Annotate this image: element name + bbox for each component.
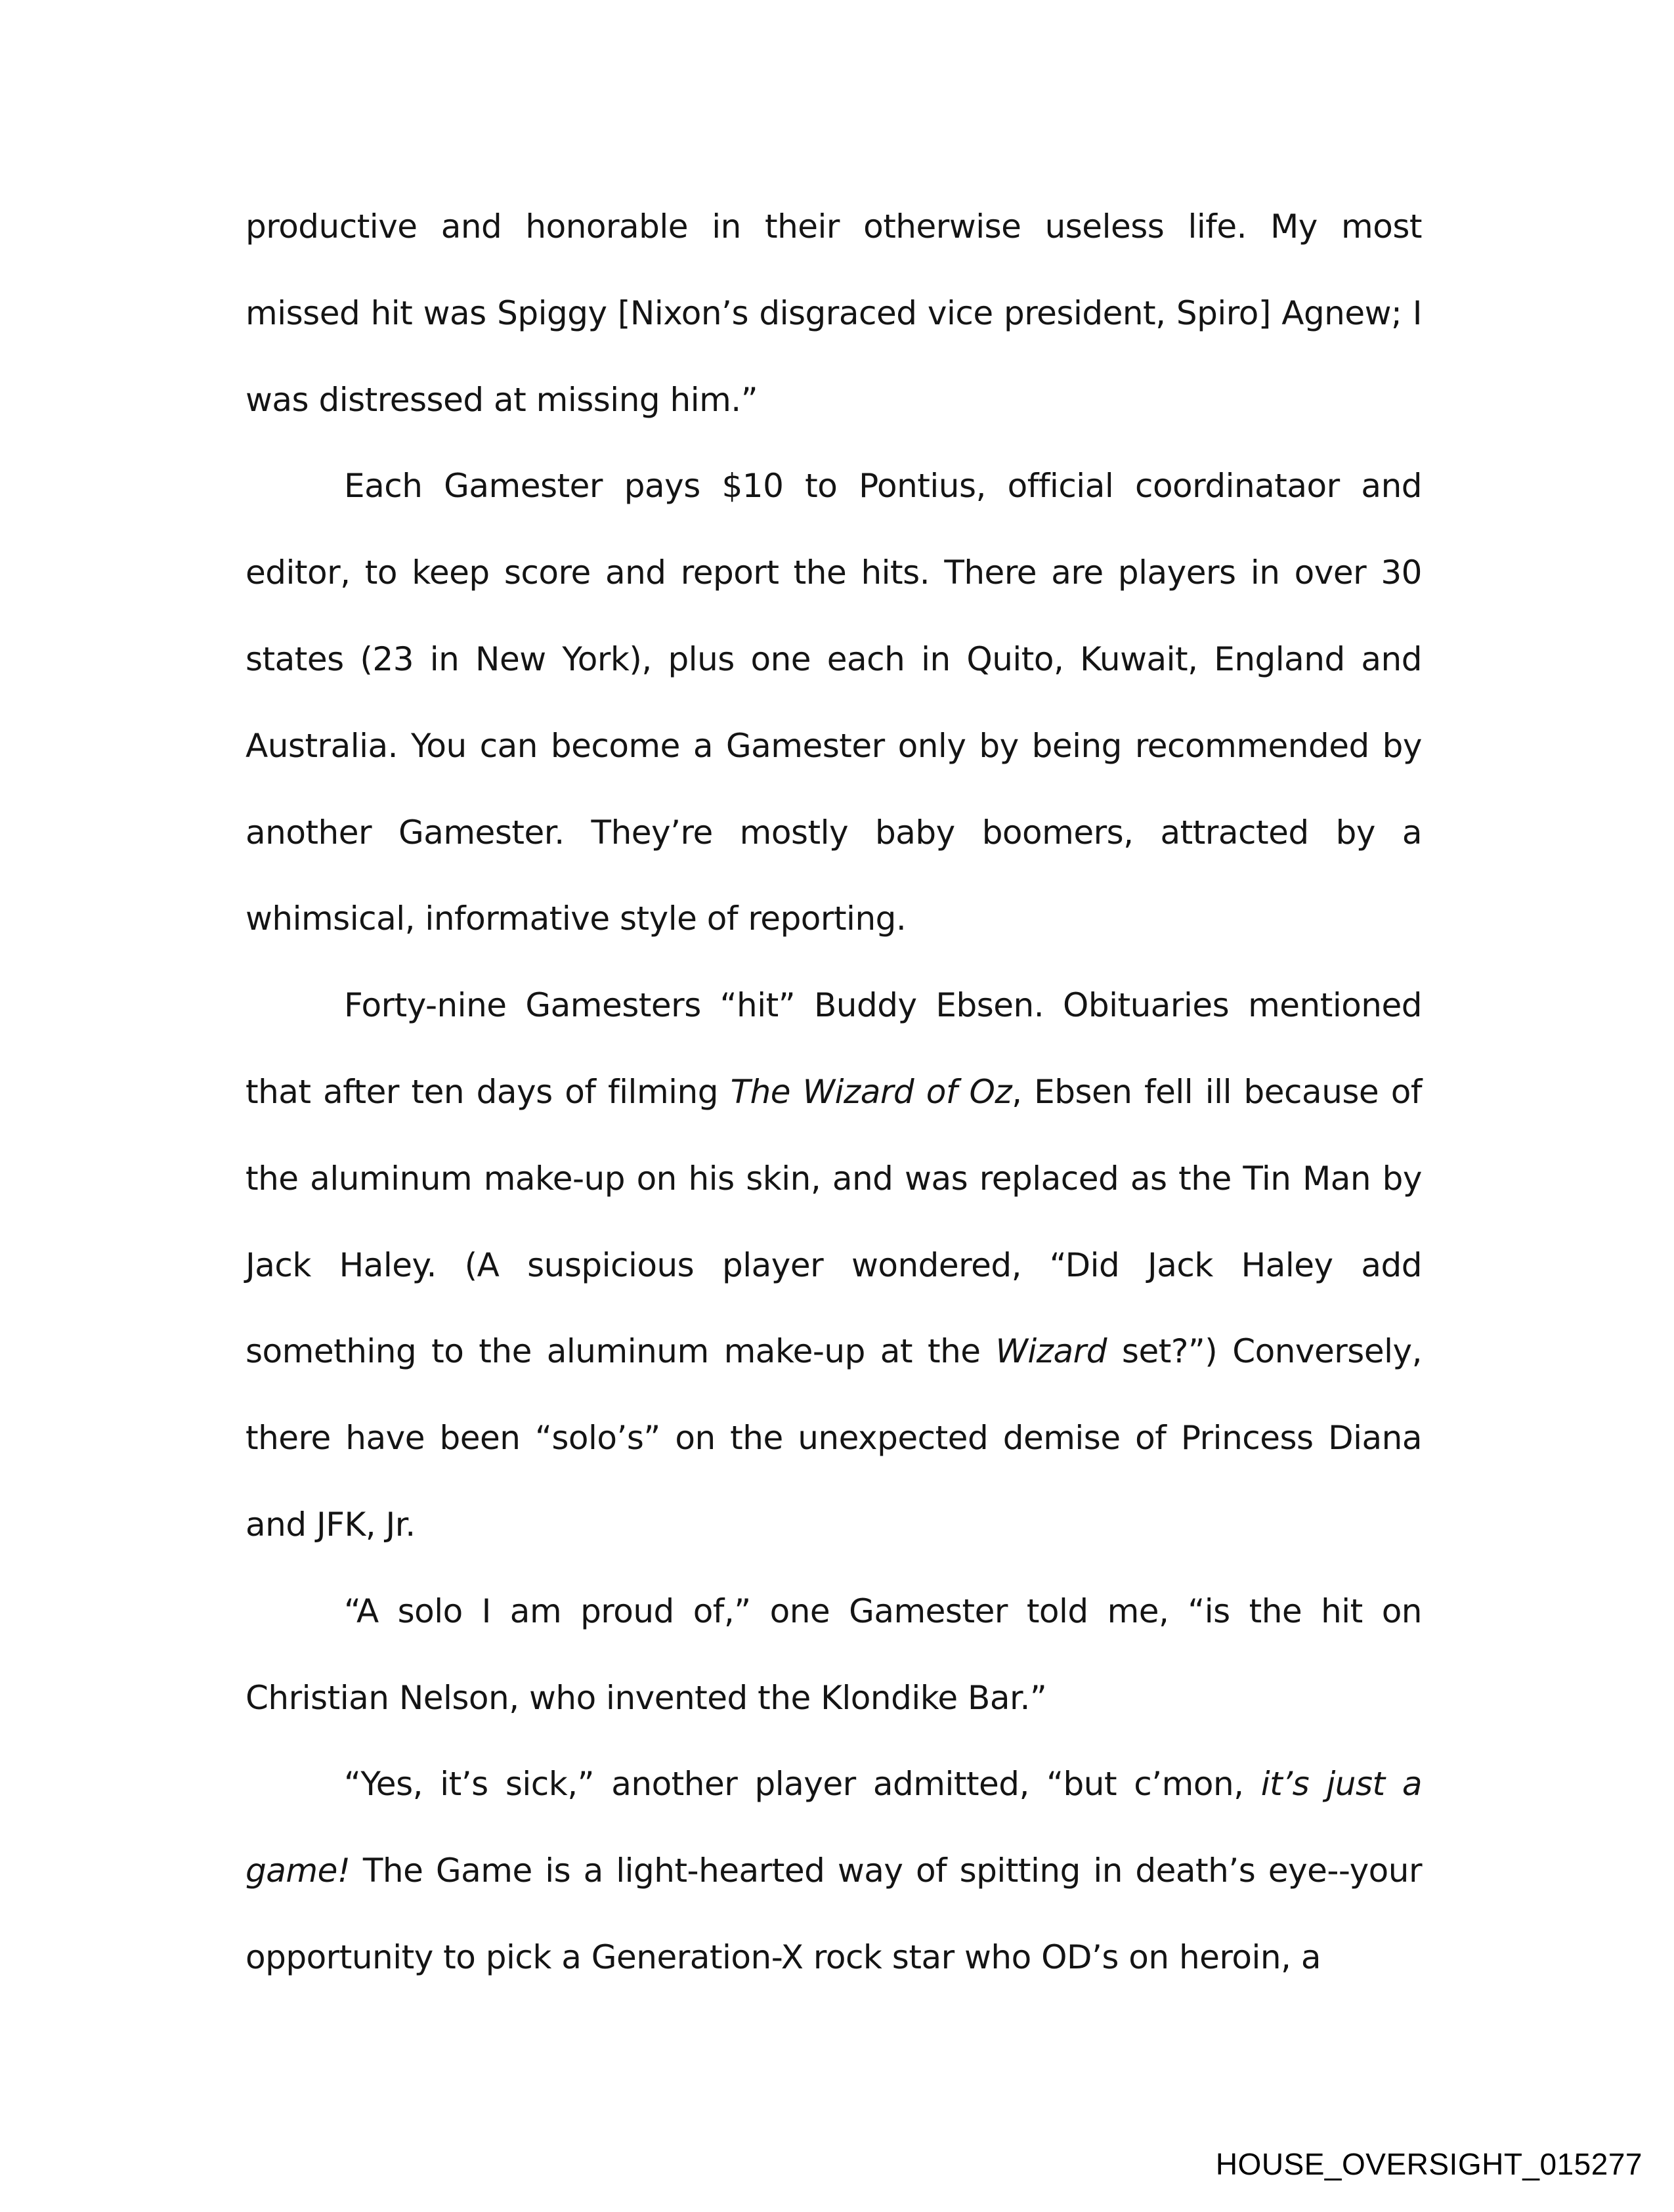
paragraph-5: “Yes, it’s sick,” another player admitted, “but c’mon, it’s just a game! The Game is a light-hearted way of spitting in death’s eye--your opportunity to pick a Generation-X rock star who OD’s on heroin, a [246,1765,1422,1976]
paragraph-3: Forty-nine Gamesters “hit” Buddy Ebsen. Obituaries mentioned that after ten days of filming The Wizard of Oz, Ebsen fell ill because of the aluminum make-up on his skin, and was replaced as the Tin Man by Jack Haley. (A suspicious player wondered, “Did Jack Haley add something to the aluminum make-up at the Wizard set?”) Conversely, there have been “solo’s” on the unexpected demise of Princess Diana and JFK, Jr. [246,986,1422,1544]
paragraph-1: productive and honorable in their otherwise useless life. My most missed hit was Spiggy [Nixon’s disgraced vice president, Spiro] Agnew; I was distressed at missing him.” [246,207,1422,419]
body-text [246,184,1422,2001]
film-title: The Wizard of Oz [730,1072,1012,1111]
paragraph-4: “A solo I am proud of,” one Gamester told me, “is the hit on Christian Nelson, who invented the Klondike Bar.” [246,1592,1422,1717]
paragraph-2: Each Gamester pays $10 to Pontius, official coordinataor and editor, to keep score and report the hits. There are players in over 30 states (23 in New York), plus one each in Quito, Kuwait, England and Australia. You can become a Gamester only by being recommended by another Gamester. They’re mostly baby boomers, attracted by a whimsical, informative style of reporting. [246,467,1422,938]
emphasis-text: it’s just a game! [246,1765,1422,1890]
bates-number: HOUSE_OVERSIGHT_015277 [1215,2147,1642,2181]
film-title-short: Wizard [995,1332,1107,1371]
